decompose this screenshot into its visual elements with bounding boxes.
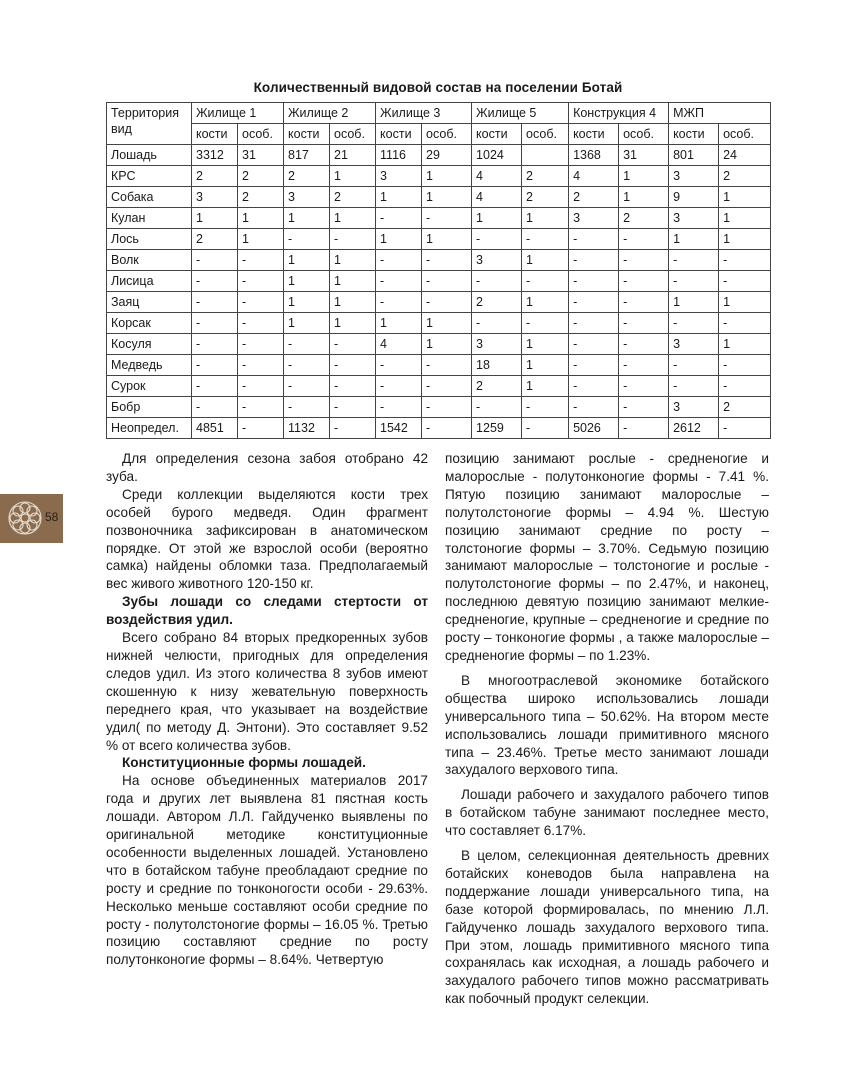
table-cell: - [238, 292, 284, 313]
header-species: вид [111, 122, 132, 136]
table-cell: 1 [619, 187, 669, 208]
table-cell: 3 [472, 334, 522, 355]
table-cell: 1 [719, 229, 771, 250]
table-cell: - [619, 397, 669, 418]
table-cell: - [238, 355, 284, 376]
table-cell: 4851 [192, 418, 238, 439]
table-row [107, 250, 771, 271]
table-cell: 1 [719, 292, 771, 313]
table-row [107, 229, 771, 250]
table-cell: - [192, 376, 238, 397]
table-cell: - [569, 397, 619, 418]
table-cell: 18 [472, 355, 522, 376]
table-cell: 1 [719, 187, 771, 208]
table-cell: 29 [422, 145, 472, 166]
subheader-bones: кости [669, 124, 719, 145]
table-cell: - [238, 334, 284, 355]
table-cell: 2 [719, 166, 771, 187]
table-cell: 4 [376, 334, 422, 355]
table-cell: - [238, 397, 284, 418]
table-cell: - [569, 229, 619, 250]
table-title: Количественный видовой состав на поселении Ботай [253, 80, 623, 95]
table-cell: - [569, 292, 619, 313]
subheader-individuals: особ. [619, 124, 669, 145]
table-cell: 2 [284, 166, 330, 187]
paragraph: Среди коллекции выделяются кости трех особей бурого медведя. Один фрагмент позвоночника зафиксирован в анатомическом порядке. От этой же взрослой особи (вероятно самка) найдены обломки таза. Предполагаемый вес живого животного 120-150 кг. [106, 486, 428, 592]
table-cell: - [376, 355, 422, 376]
table-cell: - [522, 229, 569, 250]
table-cell: 1 [669, 229, 719, 250]
table-cell: - [569, 271, 619, 292]
table-cell: 1024 [472, 145, 522, 166]
table-cell: 1 [522, 355, 569, 376]
table-cell: - [472, 397, 522, 418]
paragraph: Всего собрано 84 вторых предкоренных зубов нижней челюсти, пригодных для определения следов удил. Из этого количества 8 зубов имеют скошенную к низу жевательную поверхность переднего края, что указывает на воздействие удил( по методу Д. Энтони). Это составляет 9.52 % от всего количества зубов. [106, 630, 428, 753]
species-name: Медведь [107, 355, 192, 376]
species-name: Косуля [107, 334, 192, 355]
table-cell: 817 [284, 145, 330, 166]
subheader-bones: кости [376, 124, 422, 145]
table-cell: - [569, 376, 619, 397]
table-cell: - [422, 355, 472, 376]
header-corner [107, 103, 192, 145]
table-cell: 1 [522, 250, 569, 271]
table-cell: - [330, 334, 376, 355]
table-cell: - [569, 313, 619, 334]
table-cell: 1 [422, 187, 472, 208]
subheader-individuals: особ. [238, 124, 284, 145]
table-cell: - [669, 271, 719, 292]
table-cell: 2 [719, 397, 771, 418]
table-cell: 1 [472, 208, 522, 229]
table-cell: - [669, 355, 719, 376]
table-cell: 3 [472, 250, 522, 271]
table-cell: - [422, 418, 472, 439]
table-cell: 31 [619, 145, 669, 166]
table-cell: 2 [192, 166, 238, 187]
table-cell: 1 [330, 166, 376, 187]
table-cell: - [669, 313, 719, 334]
table-cell: - [238, 313, 284, 334]
table-cell: 1 [376, 313, 422, 334]
table-cell: 3 [192, 187, 238, 208]
table-cell: - [238, 376, 284, 397]
table-cell: - [284, 376, 330, 397]
table-cell: - [422, 376, 472, 397]
page-tab [0, 494, 63, 543]
species-name: Сурок [107, 376, 192, 397]
species-name: Заяц [107, 292, 192, 313]
table-cell: 3 [376, 166, 422, 187]
table-row [107, 376, 771, 397]
table-row [107, 418, 771, 439]
table-cell: - [522, 313, 569, 334]
table-cell: - [719, 313, 771, 334]
table-cell: - [376, 208, 422, 229]
species-table [106, 102, 771, 439]
table-cell: 1 [330, 208, 376, 229]
table-cell: 1 [330, 313, 376, 334]
table-cell: - [284, 334, 330, 355]
table-cell: 1 [284, 250, 330, 271]
table-cell: 1 [719, 208, 771, 229]
table-cell: - [376, 250, 422, 271]
table-cell: - [192, 355, 238, 376]
species-name: Кулан [107, 208, 192, 229]
table-cell: 3 [284, 187, 330, 208]
group-header: Жилище 5 [472, 103, 569, 124]
table-cell: 3 [669, 397, 719, 418]
table-cell: - [284, 397, 330, 418]
table-cell: 3 [669, 334, 719, 355]
table-cell: 9 [669, 187, 719, 208]
species-name: Бобр [107, 397, 192, 418]
table-row [107, 166, 771, 187]
table-cell: - [569, 355, 619, 376]
table-cell: 31 [238, 145, 284, 166]
table-cell: 2 [330, 187, 376, 208]
table-cell: 1 [422, 166, 472, 187]
table-cell: 2 [522, 187, 569, 208]
subheader-individuals: особ. [719, 124, 771, 145]
table-cell: 1 [192, 208, 238, 229]
table-cell: 2 [238, 166, 284, 187]
paragraph: Для определения сезона забоя отобрано 42 зуба. [106, 451, 428, 484]
table-cell: 1368 [569, 145, 619, 166]
table-cell: - [619, 376, 669, 397]
table-cell: 1132 [284, 418, 330, 439]
table-cell: - [284, 229, 330, 250]
table-row [107, 355, 771, 376]
paragraph: Лошади рабочего и захудалого рабочего типов в ботайском табуне занимают последнее место, что составляет 6.17%. [445, 787, 769, 839]
table-cell: 3 [569, 208, 619, 229]
table-cell: 2 [619, 208, 669, 229]
table-cell: 2 [569, 187, 619, 208]
subheader-bones: кости [192, 124, 238, 145]
table-row [107, 187, 771, 208]
table-cell: - [719, 418, 771, 439]
species-name: Волк [107, 250, 192, 271]
table-cell: 2612 [669, 418, 719, 439]
table-cell: 2 [238, 187, 284, 208]
table-cell: 1 [330, 271, 376, 292]
species-name: Лисица [107, 271, 192, 292]
table-cell: 1 [284, 292, 330, 313]
table-cell: - [472, 229, 522, 250]
table-cell: 1116 [376, 145, 422, 166]
table-cell: - [376, 397, 422, 418]
group-header: Жилище 3 [376, 103, 472, 124]
table-cell: - [619, 292, 669, 313]
table-cell: 1 [284, 313, 330, 334]
table-cell: 1 [376, 187, 422, 208]
table-cell: - [192, 313, 238, 334]
table-cell: - [238, 271, 284, 292]
table-cell: - [330, 355, 376, 376]
table-cell: - [376, 271, 422, 292]
table-cell: 3 [669, 208, 719, 229]
table-cell: - [719, 355, 771, 376]
table-cell: - [522, 418, 569, 439]
table-cell: - [719, 250, 771, 271]
table-row [107, 313, 771, 334]
table-cell: - [422, 397, 472, 418]
table-cell: 4 [472, 166, 522, 187]
paragraph: В целом, селекционная деятельность древних ботайских коневодов была направлена на поддержание лошади универсального типа, на базе которой формировалась, по мнению Л.Л. Гайдученко лошадь захудалого верхового типа. При этом, лошадь примитивного мясного типа сохранялась как исходная, а лошадь рабочего и захудалого рабочего типов можно рассматривать как побочный продукт селекции. [445, 848, 769, 1007]
table-row [107, 208, 771, 229]
table-row [107, 271, 771, 292]
table-cell: - [376, 292, 422, 313]
table-cell: - [719, 271, 771, 292]
table-cell: 1 [284, 208, 330, 229]
species-name: Лошадь [107, 145, 192, 166]
group-header: Конструкция 4 [569, 103, 669, 124]
table-cell: 4 [569, 166, 619, 187]
table-cell: - [330, 376, 376, 397]
table-cell: - [569, 334, 619, 355]
table-cell: - [192, 250, 238, 271]
table-cell: - [619, 418, 669, 439]
table-cell: - [376, 376, 422, 397]
table-cell: - [619, 229, 669, 250]
table-cell: - [330, 397, 376, 418]
subheader-bones: кости [472, 124, 522, 145]
subheader-individuals: особ. [522, 124, 569, 145]
right-text-column [445, 450, 769, 1008]
table-cell: 24 [719, 145, 771, 166]
table-cell: 2 [472, 292, 522, 313]
table-cell: 1 [422, 229, 472, 250]
table-cell [522, 145, 569, 166]
table-row [107, 397, 771, 418]
table-cell: - [619, 271, 669, 292]
table-cell: - [422, 292, 472, 313]
rosette-ornament-icon [4, 497, 46, 539]
table-cell: - [669, 250, 719, 271]
table-cell: - [192, 397, 238, 418]
header-territory: Территория [111, 106, 180, 120]
subheader-bones: кости [569, 124, 619, 145]
group-header: Жилище 2 [284, 103, 376, 124]
table-cell: - [472, 271, 522, 292]
table-cell: 801 [669, 145, 719, 166]
table-row [107, 334, 771, 355]
table-cell: - [669, 376, 719, 397]
table-cell: 3312 [192, 145, 238, 166]
table-cell: - [192, 334, 238, 355]
table-cell: 1 [522, 376, 569, 397]
group-header: МЖП [669, 103, 771, 124]
table-cell: 1 [376, 229, 422, 250]
paragraph-continued: позицию занимают рослые - средненогие и малорослые - полутонконогие формы - 7.41 %. Пятую позицию занимают малорослые – полутолстоногие формы – 4.94 %. Шестую позицию занимают средние по росту – толстоногие формы – 3.70%. Седьмую позицию занимают малорослые – толстоногие и рослые - полутолстоногие формы – по 2.47%, и наконец, последнюю девятую позицию занимают мелкие-средненогие, крупные – средненогие и средние по росту – тонконогие формы , а также малорослые – средненогие формы – по 1.23%. [445, 451, 769, 663]
table-cell: 1 [238, 208, 284, 229]
table-cell: - [192, 292, 238, 313]
table-cell: 21 [330, 145, 376, 166]
table-cell: 1259 [472, 418, 522, 439]
table-cell: 1 [330, 250, 376, 271]
table-cell: - [619, 313, 669, 334]
table-cell: 1 [719, 334, 771, 355]
subheader-row [107, 124, 771, 145]
table-cell: - [522, 271, 569, 292]
table-cell: - [238, 250, 284, 271]
species-name: Неопредел. [107, 418, 192, 439]
table-cell: 1 [284, 271, 330, 292]
table-cell: 1 [422, 334, 472, 355]
table-cell: 1 [330, 292, 376, 313]
subheader-individuals: особ. [330, 124, 376, 145]
table-cell: 1 [238, 229, 284, 250]
table-cell: 3 [669, 166, 719, 187]
species-name: Лось [107, 229, 192, 250]
table-cell: - [330, 418, 376, 439]
subheader-individuals: особ. [422, 124, 472, 145]
table-cell: - [619, 334, 669, 355]
table-cell: - [192, 271, 238, 292]
table-cell: 5026 [569, 418, 619, 439]
section-heading: Конституционные формы лошадей. [122, 755, 366, 771]
page-number: 58 [45, 510, 59, 524]
table-cell: 2 [192, 229, 238, 250]
table-cell: - [719, 376, 771, 397]
left-text-column [106, 450, 428, 969]
table-cell: 1 [619, 166, 669, 187]
table-cell: - [284, 355, 330, 376]
species-name: Корсак [107, 313, 192, 334]
table-cell: - [330, 229, 376, 250]
table-cell: - [619, 250, 669, 271]
table-row [107, 145, 771, 166]
table-cell: - [422, 271, 472, 292]
table-cell: - [472, 313, 522, 334]
table-cell: 2 [472, 376, 522, 397]
table-cell: 1 [669, 292, 719, 313]
table-cell: - [569, 250, 619, 271]
species-name: Собака [107, 187, 192, 208]
table-cell: - [522, 397, 569, 418]
table-row [107, 292, 771, 313]
table-cell: 1 [422, 313, 472, 334]
paragraph: На основе объединенных материалов 2017 года и других лет выявлена 81 пястная кость лошади. Автором Л.Л. Гайдученко выявлены по оригинальной методике конституционные особенности выделенных лошадей. Установлено что в ботайском табуне преобладают средние по росту и средние по тонконогости особи - 29.63%. Несколько меньше составляют особи средние по росту - полутолстоногие формы – 16.05 %. Третью позицию составляют средние по росту полутонконогие формы – 8.64%. Четвертую [106, 773, 428, 968]
paragraph: В многоотраслевой экономике ботайского общества широко использовались лошади универсального типа – 50.62%. На втором месте использовались лошади примитивного мясного типа – 23.46%. Третье место занимают лошади захудалого верхового типа. [445, 672, 769, 778]
table-cell: 1 [522, 292, 569, 313]
table-cell: 1 [522, 208, 569, 229]
table-cell: 4 [472, 187, 522, 208]
table-cell: 2 [522, 166, 569, 187]
table-cell: 1 [522, 334, 569, 355]
table-cell: - [422, 250, 472, 271]
species-name: КРС [107, 166, 192, 187]
table-cell: - [238, 418, 284, 439]
table-cell: - [619, 355, 669, 376]
table-cell: 1542 [376, 418, 422, 439]
section-heading: Зубы лошади со следами стертости от воздействия удил. [106, 594, 428, 628]
group-header: Жилище 1 [192, 103, 284, 124]
table-cell: - [422, 208, 472, 229]
subheader-bones: кости [284, 124, 330, 145]
